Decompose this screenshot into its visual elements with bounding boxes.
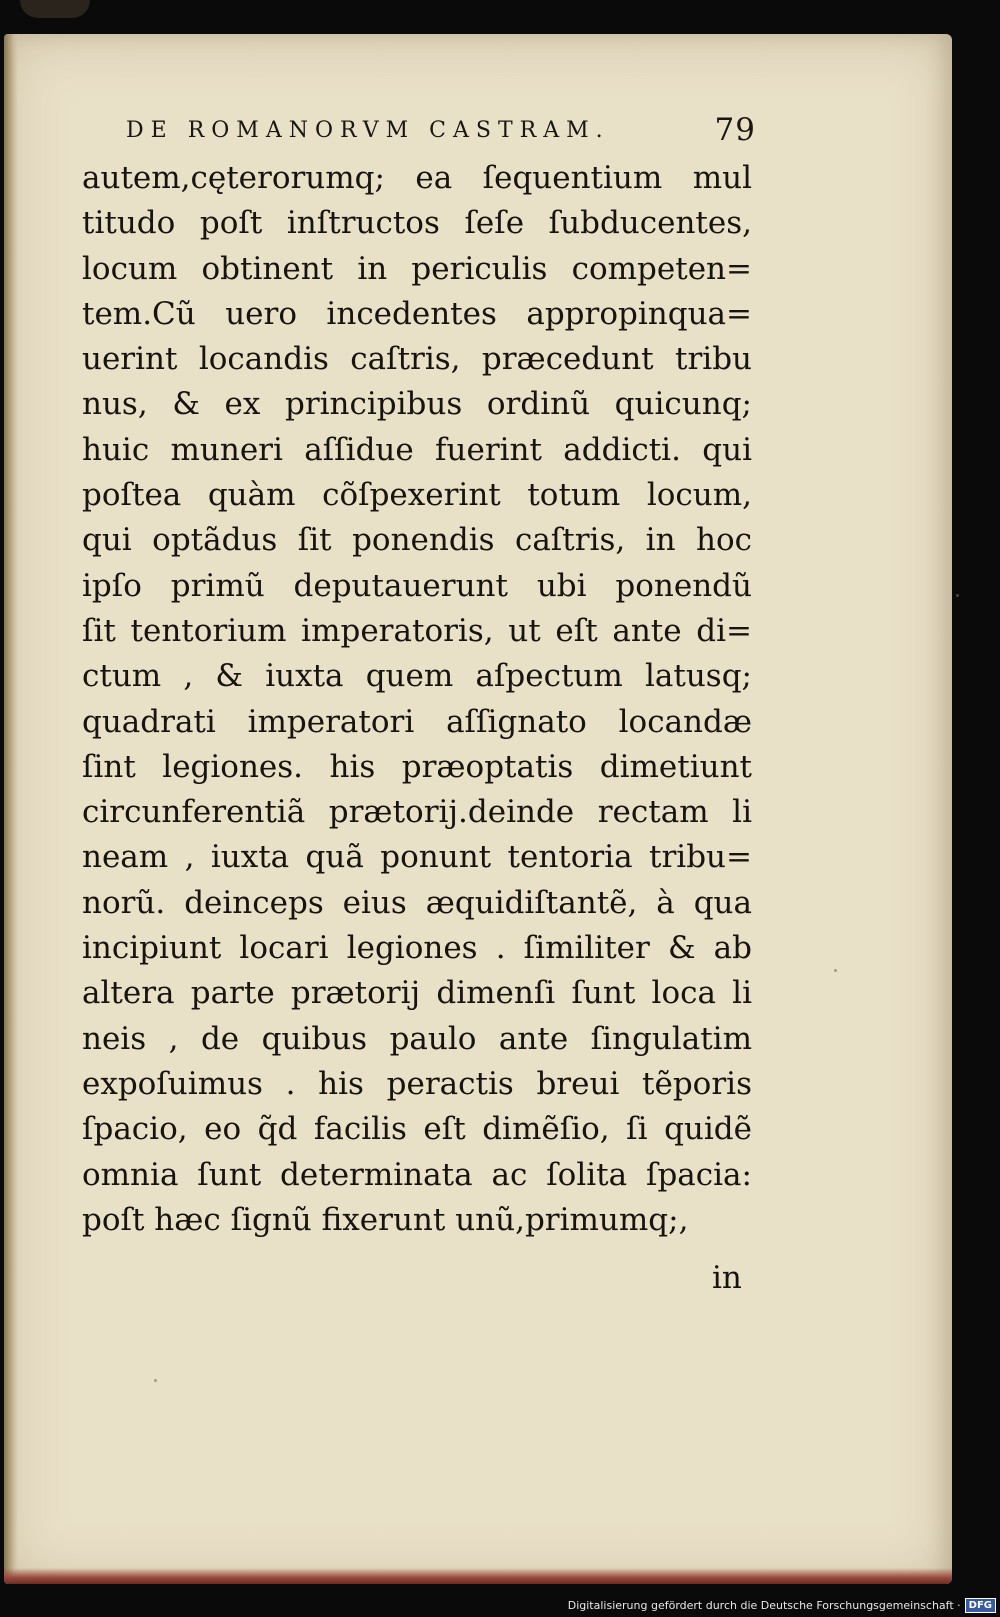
text-line: autem,cęterorumq; ea ſequentium mul — [82, 160, 752, 196]
running-head — [126, 112, 756, 152]
text-line: poſt hæc ſignũ fixerunt unũ,primumq;, — [82, 1201, 689, 1238]
digitization-credit — [568, 1598, 996, 1613]
page-number: 79 — [714, 112, 756, 148]
paper-fleck — [956, 594, 959, 597]
running-title: DE ROMANORVM CASTRAM. — [126, 118, 610, 143]
text-line: altera parte prætorij dimenſi ſunt loca li — [82, 975, 752, 1012]
catchword: in — [712, 1260, 742, 1296]
text-line: uerint locandis caſtris, præcedunt tribu — [82, 341, 752, 378]
text-line: titudo poſt inſtructos ſeſe ſubducentes, — [82, 205, 752, 242]
text-line: expoſuimus . his peractis breui tẽporis — [82, 1065, 752, 1102]
text-line: huic muneri aſſidue fuerint addicti. qui — [82, 431, 752, 468]
text-line: qui optãdus ſit ponendis caſtris, in hoc — [82, 522, 752, 559]
text-line: tem.Cũ uero incedentes appropinqua= — [82, 295, 752, 332]
text-line: poſtea quàm cõſpexerint totum locum, — [82, 477, 752, 514]
body-text — [82, 156, 752, 1243]
text-line: ſpacio, eo q̃d facilis eſt dimẽſio, ſi quidẽ — [82, 1111, 752, 1148]
paper-fleck — [834, 969, 837, 972]
credit-text: Digitalisierung gefördert durch die Deutsche Forschungsgemeinschaft · — [567, 1599, 961, 1612]
page-spine-shadow — [4, 34, 18, 1584]
paper-fleck — [154, 1379, 157, 1382]
text-line: neam , iuxta quã ponunt tentoria tribu= — [82, 839, 752, 876]
text-line: ſint legiones. his præoptatis dimetiunt — [82, 748, 752, 785]
text-line: incipiunt locari legiones . ſimiliter & ab — [82, 930, 752, 967]
dfg-logo: DFG — [965, 1598, 996, 1613]
text-line: locum obtinent in periculis competen= — [82, 250, 752, 287]
text-line: circunferentiã prætorij.deinde rectam li — [82, 794, 752, 831]
text-line: neis , de quibus paulo ante ſingulatim — [82, 1020, 752, 1057]
text-line: norũ. deinceps eius æquidiſtantẽ, à qua — [82, 884, 752, 921]
text-line: ipſo primũ deputauerunt ubi ponendũ — [82, 567, 752, 604]
text-line: ctum , & iuxta quem aſpectum latusq; — [82, 658, 752, 695]
text-line: ſit tentorium imperatoris, ut eſt ante di= — [82, 612, 752, 649]
text-line: nus, & ex principibus ordinũ quicunq; — [82, 386, 752, 423]
text-line: omnia ſunt determinata ac ſolita ſpacia: — [82, 1156, 752, 1193]
top-binding-ornament — [20, 0, 90, 18]
page-bottom-edge — [4, 1568, 952, 1584]
text-line: quadrati imperatori aſſignato locandæ — [82, 703, 752, 740]
